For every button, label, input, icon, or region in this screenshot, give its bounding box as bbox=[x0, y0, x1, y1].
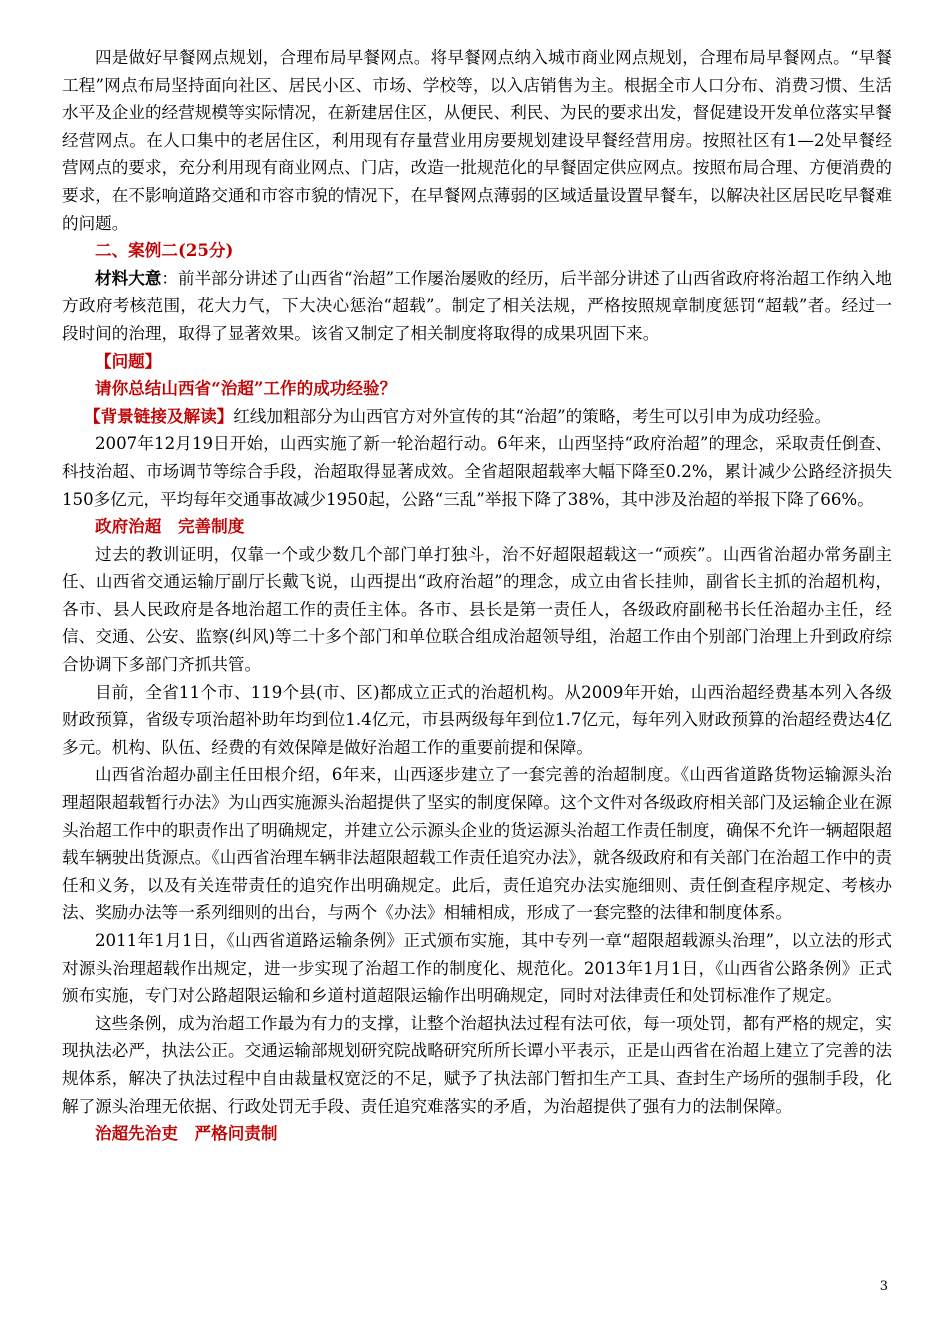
background-label: 【背景链接及解读】 bbox=[84, 405, 234, 426]
page-number: 3 bbox=[879, 1279, 888, 1294]
question-text: 请你总结山西省“治超”工作的成功经验？ bbox=[95, 378, 397, 399]
paragraph-breakfast-planning: 四是做好早餐网点规划，合理布局早餐网点。将早餐网点纳入城市商业网点规划，合理布局早餐网点。“早餐工程”网点布局坚持面向社区、居民小区、市场、学校等，以入店销售为主。根据全市人口分布、消费习惯、生活水平及企业的经营规模等实际情况，在新建居住区，从便民、利民、为民的要求出发，督促建设开发单位落实早餐经营网点。在人口集中的老居住区，利用现有存量营业用房要规划建设早餐经营用房。按照社区有1—2处早餐经营网点的要求，充分利用现有商业网点、门店，改造一批规范化的早餐固定供应网点。按照布局合理、方便消费的要求，在不影响道路交通和市容市貌的情况下，在早餐网点薄弱的区域适量设置早餐车，以解决社区居民吃早餐难的问题。 bbox=[62, 48, 892, 233]
paragraph-tian: 山西省治超办副主任田根介绍，6年来，山西逐步建立了一套完善的治超制度。《山西省道路货物运输源头治理超限超载暂行办法》为山西实施源头治超提供了坚实的制度保障。这个文件对各级政府相关部门及运输企业在源头治超工作中的职责作出了明确规定，并建立公示源头企业的货运源头治超工作责任制度，确保不允许一辆超限超载车辆驶出货源点。《山西省治理车辆非法超限超载工作责任追究办法》，就各级政府和有关部门在治超工作中的责任和义务，以及有关连带责任的追究作出明确规定。此后，责任追究办法实施细则、责任倒查程序规定、考核办法、奖励办法等一系列细则的出台，与两个《办法》相辅相成，形成了一套完整的法律和制度体系。 bbox=[62, 765, 892, 923]
paragraph-regulations: 这些条例，成为治超工作最为有力的支撑，让整个治超执法过程有法可依，每一项处罚，都有严格的规定，实现执法必严，执法公正。交通运输部规划研究院战略研究所所长谭小平表示，正是山西省在治超上建立了完善的法规体系，解决了执法过程中自由裁量权宽泛的不足，赋予了执法部门暂扣生产工具、查封生产场所的强制手段，化解了源头治理无依据、行政处罚无手段、责任追究难落实的矛盾，为治超提供了强有力的法制保障。 bbox=[62, 1013, 892, 1116]
background-text: 红线加粗部分为山西官方对外宣传的其“治超”的策略，考生可以引申为成功经验。 bbox=[233, 406, 832, 426]
paragraph-2011: 2011年1月1日，《山西省道路运输条例》正式颁布实施，其中专列一章“超限超载源头治理”，以立法的形式对源头治理超载作出规定，进一步实现了治超工作的制度化、规范化。2013年1月1日，《山西省公路条例》正式颁布实施，专门对公路超限运输和乡道村道超限运输作出明确规定，同时对法律责任和处罚标准作了规定。 bbox=[62, 931, 892, 1006]
question-label: 【问题】 bbox=[95, 350, 162, 371]
background-link bbox=[62, 403, 892, 431]
material-summary bbox=[62, 265, 892, 348]
paragraph-past-lessons: 过去的教训证明，仅靠一个或少数几个部门单打独斗，治不好超限超载这一“顽疾”。山西省治超办常务副主任、山西省交通运输厅副厅长戴飞说，山西提出“政府治超”的理念，成立由省长挂帅，副省长主抓的治超机构，各市、县人民政府是各地治超工作的责任主体。各市、县长是第一责任人，各级政府副秘书长任治超办主任，经信、交通、公安、监察(纠风)等二十多个部门和单位联合组成治超领导组，治超工作由个别部门治理上升到政府综合协调下多部门齐抓共管。 bbox=[62, 544, 892, 675]
sub-heading-government: 政府治超 完善制度 bbox=[95, 516, 245, 537]
paragraph-current: 目前，全省11个市、119个县(市、区)都成立正式的治超机构。从2009年开始，山西治超经费基本列入各级财政预算，省级专项治超补助年均到位1.4亿元，市县两级每年到位1.7亿元，每年列入财政预算的治超经费达4亿多元。机构、队伍、经费的有效保障是做好治超工作的重要前提和保障。 bbox=[62, 682, 892, 757]
document-body bbox=[62, 44, 892, 1148]
material-label: 材料大意 bbox=[95, 267, 162, 288]
section-heading-case-two: 二、案例二(25分) bbox=[95, 240, 234, 261]
sub-heading-accountability: 治超先治吏 严格问责制 bbox=[95, 1123, 278, 1144]
material-text: ：前半部分讲述了山西省“治超”工作屡治屡败的经历，后半部分讲述了山西省政府将治超工作纳入地方政府考核范围，花大力气，下大决心惩治“超载”。制定了相关法规，严格按照规章制度惩罚“超载”者。经过一段时间的治理，取得了显著效果。该省又制定了相关制度将取得的成果巩固下来。 bbox=[62, 268, 893, 343]
paragraph-2007: 2007年12月19日开始，山西实施了新一轮治超行动。6年来，山西坚持“政府治超”的理念，采取责任倒查、科技治超、市场调节等综合手段，治超取得显著成效。全省超限超载率大幅下降至0.2%，累计减少公路经济损失150多亿元，平均每年交通事故减少1950起，公路“三乱”举报下降了38%，其中涉及治超的举报下降了66%。 bbox=[62, 434, 892, 509]
